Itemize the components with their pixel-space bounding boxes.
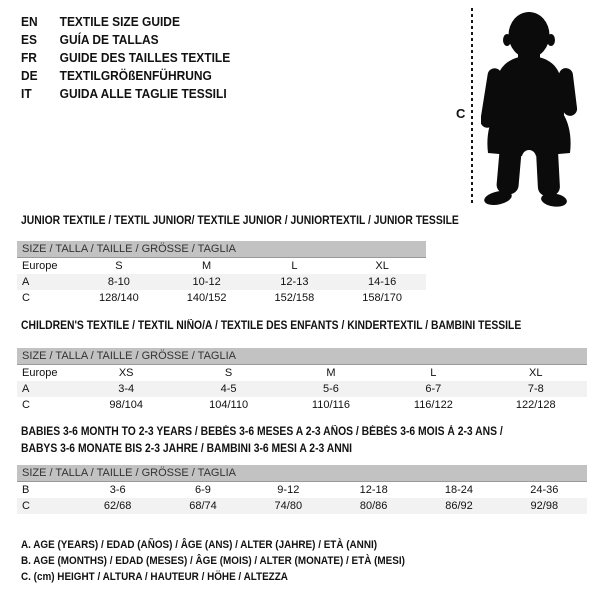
size-cell: 116/122 xyxy=(413,399,453,411)
size-cell: 12-18 xyxy=(359,484,388,496)
language-code: DE xyxy=(21,68,38,83)
row-label: A xyxy=(17,381,75,397)
language-row-fr xyxy=(21,49,230,67)
size-cell: 104/110 xyxy=(209,399,249,411)
size-cell: 12-13 xyxy=(251,274,339,290)
babies-section-title xyxy=(21,424,503,457)
table-row-age xyxy=(17,381,587,397)
language-row-en xyxy=(21,13,230,31)
size-cell: L xyxy=(291,260,298,272)
size-cell: XL xyxy=(375,260,389,272)
size-cell: XL xyxy=(529,367,543,379)
size-header-label: SIZE / TALLA / TAILLE / GRÖSSE / TAGLIA xyxy=(17,348,587,365)
language-code: ES xyxy=(21,32,37,47)
size-cell: 74/80 xyxy=(246,498,331,514)
size-cell: 6-9 xyxy=(195,484,211,496)
table-row-europe xyxy=(17,365,587,382)
size-cell: M xyxy=(202,260,212,272)
size-cell: 62/68 xyxy=(75,498,160,514)
size-cell: 8-10 xyxy=(75,274,163,290)
language-row-it xyxy=(21,85,230,103)
size-cell: 10-12 xyxy=(163,274,251,290)
size-cell: S xyxy=(115,260,123,272)
babies-title-line1: BABIES 3-6 MONTH TO 2-3 YEARS / BEBÉS 3-6 MESES A 2-3 AÑOS / BÉBÉS 3-6 MOIS À 2-3 ANS / xyxy=(21,426,503,438)
row-label: C xyxy=(17,498,75,514)
children-size-table xyxy=(17,348,587,413)
size-cell: 14-16 xyxy=(338,274,426,290)
size-cell: 3-4 xyxy=(75,381,177,397)
footnote-b: B. AGE (MONTHS) / EDAD (MESES) / ÂGE (MOIS) / ALTER (MONATE) / ETÀ (MESI) xyxy=(21,555,405,567)
size-cell: 68/74 xyxy=(160,498,245,514)
size-cell: S xyxy=(224,367,233,379)
table-row-height xyxy=(17,498,587,514)
table-row-europe xyxy=(17,258,426,275)
size-cell: 5-6 xyxy=(280,381,382,397)
table-row-age xyxy=(17,274,426,290)
table-row-height xyxy=(17,397,587,413)
size-cell: 152/158 xyxy=(274,292,315,304)
size-cell: XS xyxy=(118,367,134,379)
size-cell: 122/128 xyxy=(515,399,556,411)
table-row-height xyxy=(17,290,426,306)
size-cell: 128/140 xyxy=(98,292,139,304)
row-label: C xyxy=(22,399,30,411)
language-row-es xyxy=(21,31,230,49)
size-cell: L xyxy=(430,367,437,379)
size-cell: 9-12 xyxy=(277,484,300,496)
footnote-a: A. AGE (YEARS) / EDAD (AÑOS) / ÂGE (ANS) / ALTER (JAHRE) / ETÀ (ANNI) xyxy=(21,539,378,551)
size-cell: 86/92 xyxy=(416,498,501,514)
size-cell: 158/170 xyxy=(362,292,402,304)
language-code: EN xyxy=(21,14,38,29)
junior-size-table xyxy=(17,241,426,306)
size-cell: 98/104 xyxy=(109,399,144,411)
language-label: GUIDE DES TAILLES TEXTILE xyxy=(59,50,231,65)
size-cell: 18-24 xyxy=(444,484,474,496)
language-label: TEXTILE SIZE GUIDE xyxy=(59,14,180,29)
babies-size-table xyxy=(17,465,587,514)
size-header-row xyxy=(17,241,426,258)
table-row-age-months xyxy=(17,482,587,499)
row-label: Europe xyxy=(22,367,58,379)
height-marker-label: C xyxy=(456,106,466,121)
size-cell: 24-36 xyxy=(530,484,559,496)
language-label: GUIDA ALLE TAGLIE TESSILI xyxy=(59,86,227,101)
size-header-row xyxy=(17,465,587,482)
babies-title-line2: BABYS 3-6 MONATE BIS 2-3 JAHRE / BAMBINI 3-6 MESI A 2-3 ANNI xyxy=(21,442,353,455)
size-header-label: SIZE / TALLA / TAILLE / GRÖSSE / TAGLIA xyxy=(17,241,426,258)
footnotes xyxy=(21,537,405,585)
size-cell: 4-5 xyxy=(177,381,279,397)
row-label: Europe xyxy=(22,260,58,272)
size-cell: M xyxy=(326,367,336,379)
size-cell: 80/86 xyxy=(331,498,416,514)
language-header xyxy=(21,13,230,103)
language-row-de xyxy=(21,67,230,85)
row-label: A xyxy=(17,274,75,290)
size-header-label: SIZE / TALLA / TAILLE / GRÖSSE / TAGLIA xyxy=(17,465,587,482)
size-cell: 7-8 xyxy=(485,381,587,397)
baby-silhouette-icon xyxy=(481,6,595,212)
size-cell: 110/116 xyxy=(311,399,351,411)
children-section-title: CHILDREN'S TEXTILE / TEXTIL NIÑO/A / TEXTILE DES ENFANTS / KINDERTEXTIL / BAMBINI TESSILE xyxy=(21,320,522,332)
language-label: GUÍA DE TALLAS xyxy=(59,32,159,47)
language-code: IT xyxy=(21,86,32,101)
row-label: C xyxy=(22,292,30,304)
size-cell: 6-7 xyxy=(382,381,484,397)
size-cell: 140/152 xyxy=(186,292,227,304)
size-header-row xyxy=(17,348,587,365)
junior-section-title: JUNIOR TEXTILE / TEXTIL JUNIOR/ TEXTILE JUNIOR / JUNIORTEXTIL / JUNIOR TESSILE xyxy=(21,215,459,227)
language-code: FR xyxy=(21,50,37,65)
height-measure-dashed-line xyxy=(471,8,473,206)
language-label: TEXTILGRÖßENFÜHRUNG xyxy=(59,68,212,83)
footnote-c: C. (cm) HEIGHT / ALTURA / HAUTEUR / HÖHE / ALTEZZA xyxy=(21,571,288,583)
size-cell: 3-6 xyxy=(109,484,126,496)
size-cell: 92/98 xyxy=(502,498,587,514)
row-label: B xyxy=(22,484,30,496)
